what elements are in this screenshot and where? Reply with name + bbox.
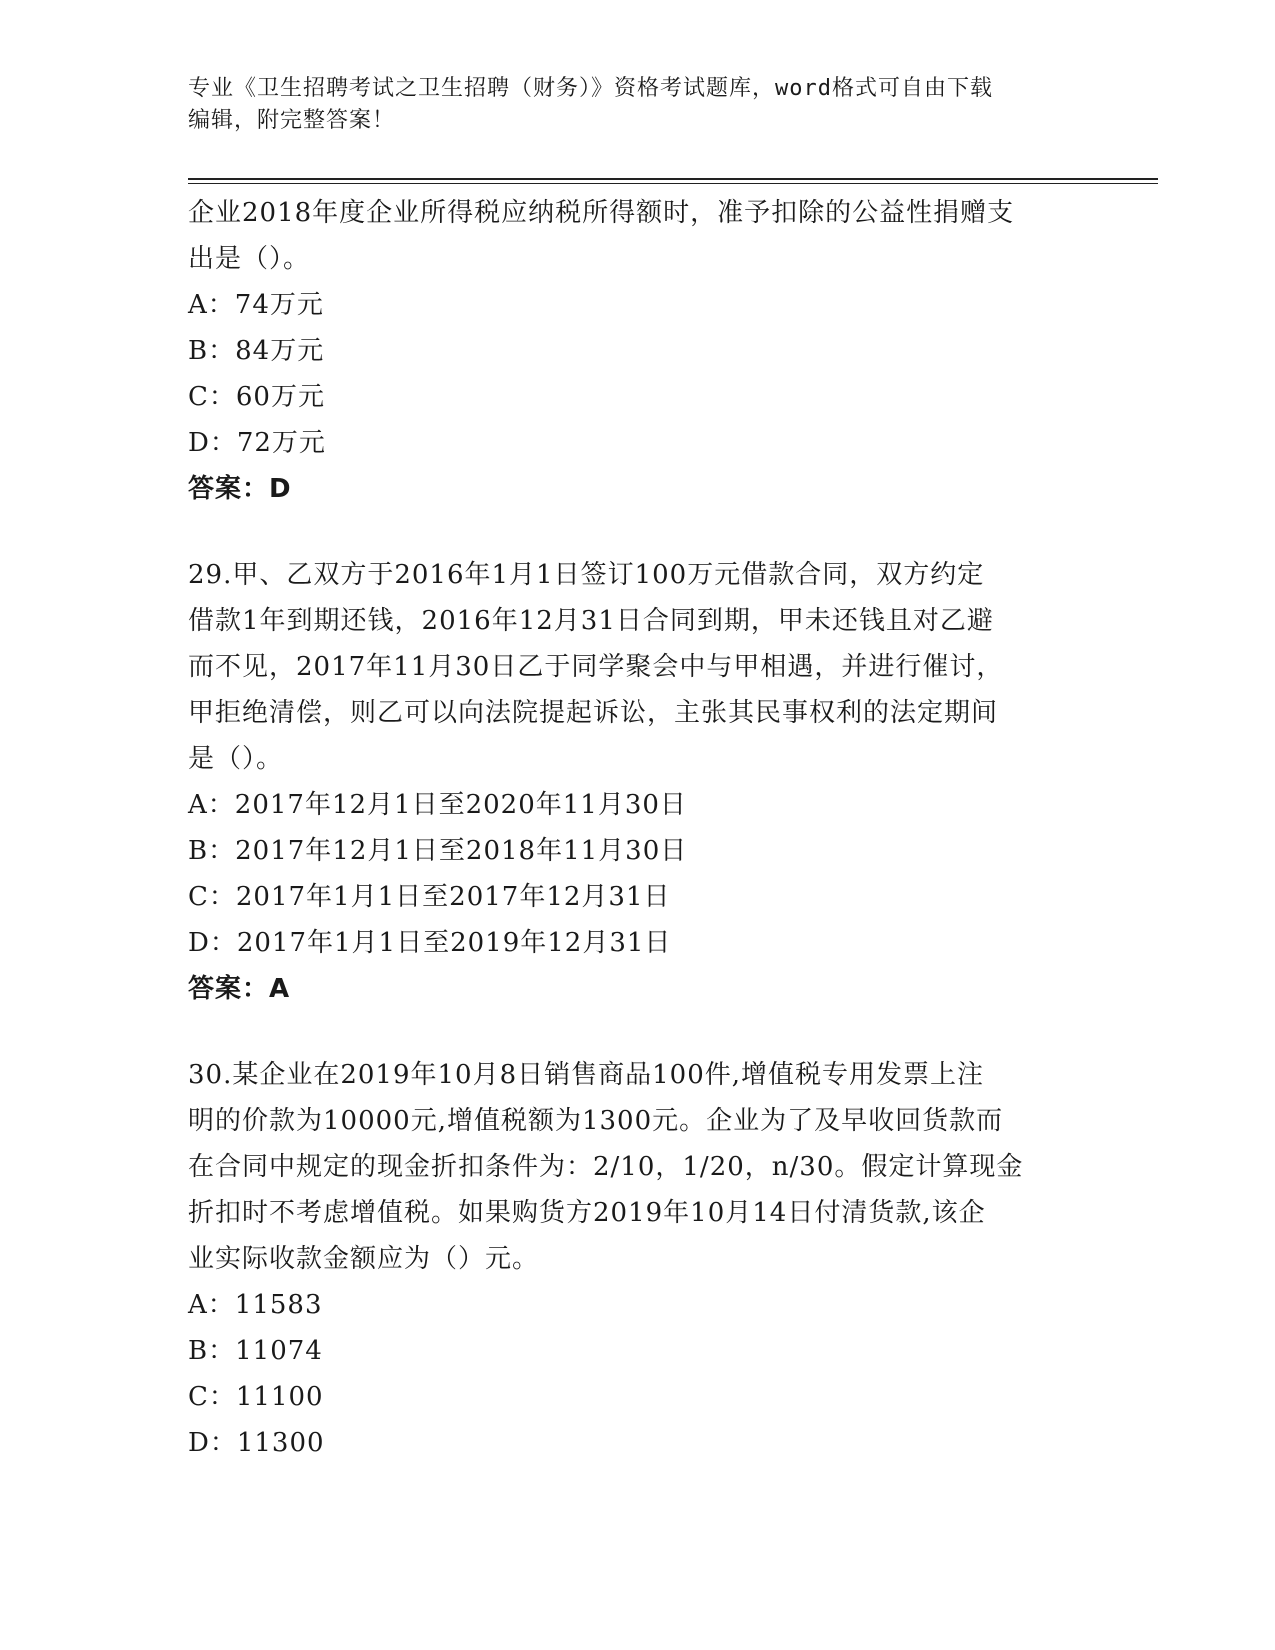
question-30 xyxy=(188,1052,1088,1466)
option-d: D：2017年1月1日至2019年12月31日 xyxy=(188,928,672,958)
question-stem-line: 在合同中规定的现金折扣条件为：2/10，1/20，n/30。假定计算现金 xyxy=(188,1152,1024,1182)
question-list xyxy=(188,190,1088,1466)
question-spacer xyxy=(188,512,1088,552)
header-title-line-2: 编辑，附完整答案！ xyxy=(188,108,396,133)
document-header xyxy=(188,73,1088,137)
header-title-line-1: 专业《卫生招聘考试之卫生招聘（财务）》资格考试题库，word格式可自由下载 xyxy=(188,76,993,101)
option-a: A：11583 xyxy=(188,1290,323,1320)
option-d: D：11300 xyxy=(188,1428,325,1458)
question-stem-line: 是（）。 xyxy=(188,744,284,774)
question-29 xyxy=(188,552,1088,1012)
question-stem-line: 借款1年到期还钱，2016年12月31日合同到期，甲未还钱且对乙避 xyxy=(188,606,994,636)
answer-label: 答案：A xyxy=(188,974,291,1004)
question-stem-line: 29.甲、乙双方于2016年1月1日签订100万元借款合同，双方约定 xyxy=(188,560,985,590)
answer-label: 答案：D xyxy=(188,474,292,504)
option-b: B：11074 xyxy=(188,1336,323,1366)
option-b: B：84万元 xyxy=(188,336,325,366)
question-stem-line: 出是（）。 xyxy=(188,244,311,274)
option-b: B：2017年12月1日至2018年11月30日 xyxy=(188,836,688,866)
question-stem-line: 业实际收款金额应为（）元。 xyxy=(188,1244,540,1274)
question-stem-line: 甲拒绝清偿，则乙可以向法院提起诉讼，主张其民事权利的法定期间 xyxy=(188,698,999,728)
question-stem-line: 明的价款为10000元,增值税额为1300元。企业为了及早收回货款而 xyxy=(188,1106,1004,1136)
question-stem-line: 企业2018年度企业所得税应纳税所得额时，准予扣除的公益性捐赠支 xyxy=(188,198,1015,228)
question-stem-line: 而不见，2017年11月30日乙于同学聚会中与甲相遇，并进行催讨， xyxy=(188,652,1004,682)
option-c: C：2017年1月1日至2017年12月31日 xyxy=(188,882,671,912)
option-c: C：60万元 xyxy=(188,382,325,412)
header-divider-thin xyxy=(188,183,1158,184)
option-d: D：72万元 xyxy=(188,428,326,458)
option-a: A：2017年12月1日至2020年11月30日 xyxy=(188,790,687,820)
question-28 xyxy=(188,190,1088,512)
option-a: A：74万元 xyxy=(188,290,324,320)
question-stem-line: 30.某企业在2019年10月8日销售商品100件,增值税专用发票上注 xyxy=(188,1060,985,1090)
question-stem-line: 折扣时不考虑增值税。如果购货方2019年10月14日付清货款,该企 xyxy=(188,1198,986,1228)
header-divider-thick xyxy=(188,178,1158,180)
option-c: C：11100 xyxy=(188,1382,324,1412)
question-spacer xyxy=(188,1012,1088,1052)
